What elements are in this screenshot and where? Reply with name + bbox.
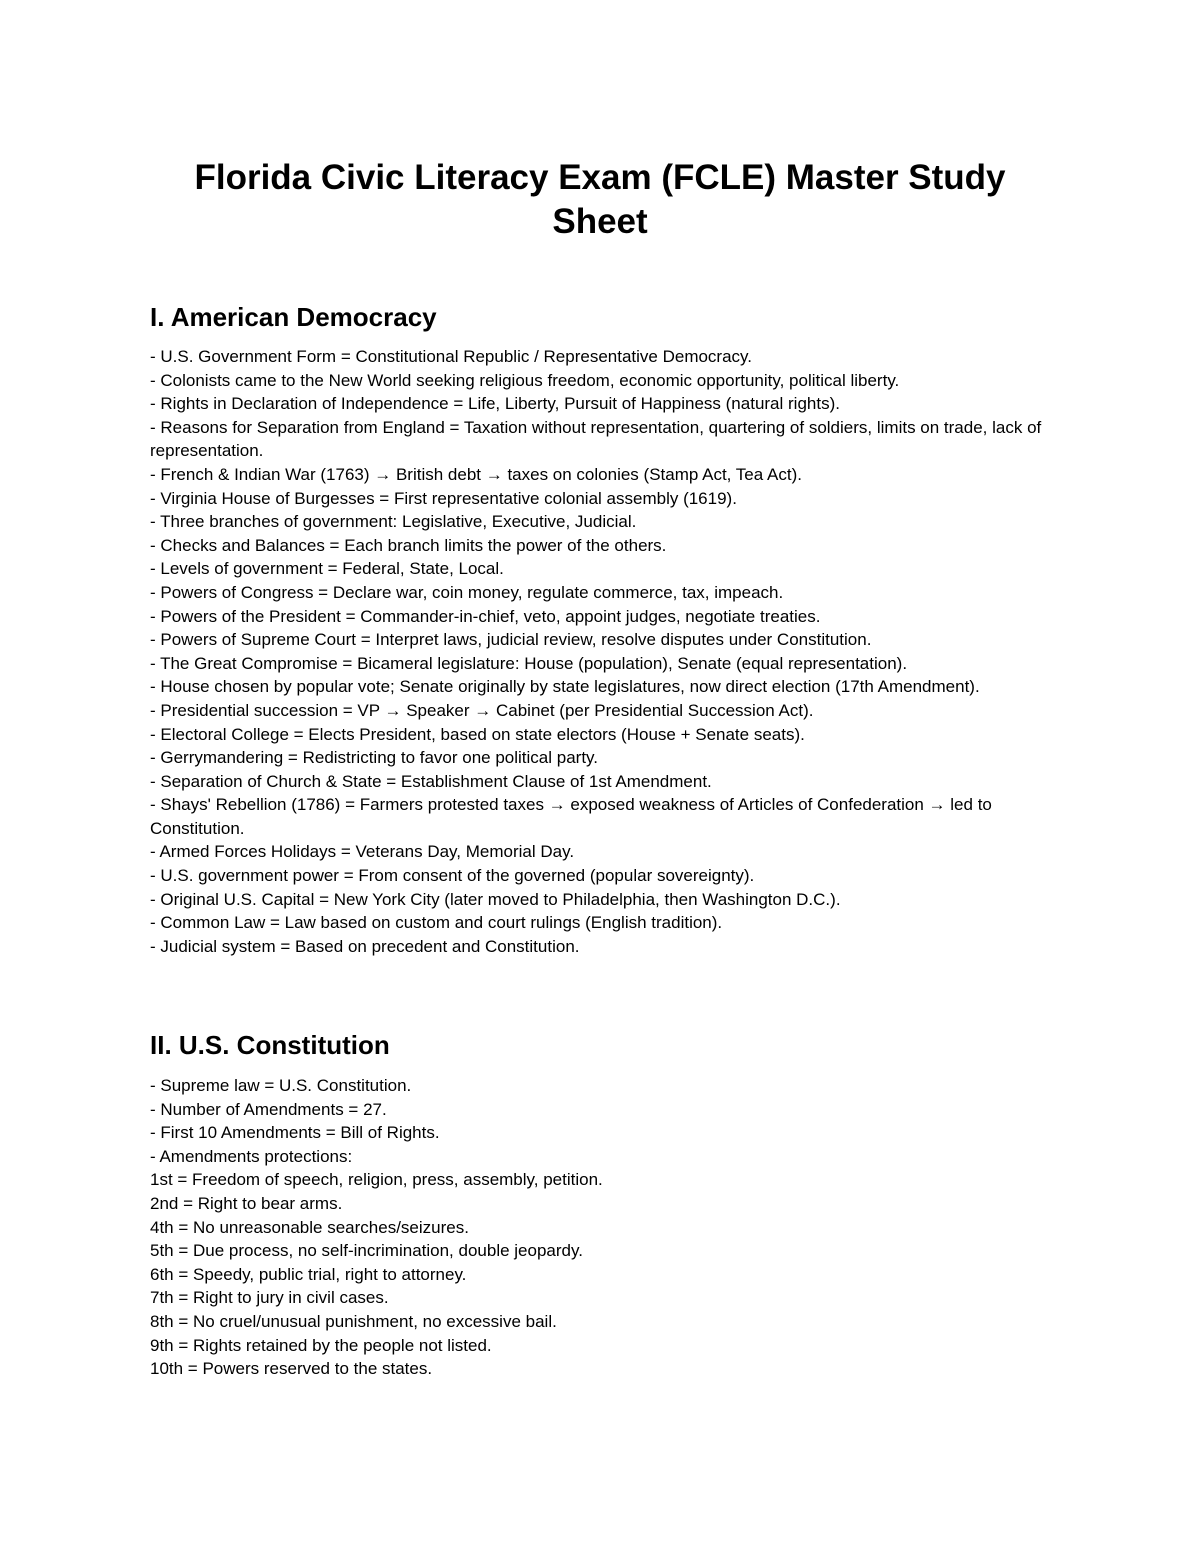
list-item: - Powers of Supreme Court = Interpret laws, judicial review, resolve disputes under Constitution.	[150, 630, 872, 650]
list-item: - The Great Compromise = Bicameral legislature: House (population), Senate (equal representation).	[150, 653, 908, 673]
list-item: 8th = No cruel/unusual punishment, no excessive bail.	[150, 1311, 557, 1331]
list-item: - Checks and Balances = Each branch limits the power of the others.	[150, 535, 667, 555]
list-item: 10th = Powers reserved to the states.	[150, 1359, 433, 1379]
list-item: - Number of Amendments = 27.	[150, 1099, 387, 1119]
us-constitution-list	[150, 1074, 1055, 1381]
list-item: 1st = Freedom of speech, religion, press, assembly, petition.	[150, 1170, 603, 1190]
list-item: 5th = Due process, no self-incrimination, double jeopardy.	[150, 1241, 583, 1261]
list-item: - Rights in Declaration of Independence = Life, Liberty, Pursuit of Happiness (natural rights).	[150, 394, 840, 414]
document-title: Florida Civic Literacy Exam (FCLE) Master Study Sheet	[194, 158, 1006, 241]
list-item: 4th = No unreasonable searches/seizures.	[150, 1217, 469, 1237]
list-item: - Separation of Church & State = Establishment Clause of 1st Amendment.	[150, 771, 712, 791]
list-item: - French & Indian War (1763) → British debt → taxes on colonies (Stamp Act, Tea Act).	[150, 464, 802, 484]
list-item: - Powers of Congress = Declare war, coin money, regulate commerce, tax, impeach.	[150, 582, 784, 602]
list-item: - Electoral College = Elects President, based on state electors (House + Senate seats).	[150, 724, 805, 744]
section-heading-american-democracy: I. American Democracy	[150, 302, 437, 332]
section-heading-us-constitution: II. U.S. Constitution	[150, 1030, 390, 1060]
list-item: 7th = Right to jury in civil cases.	[150, 1288, 389, 1308]
list-item: - U.S. Government Form = Constitutional Republic / Representative Democracy.	[150, 347, 753, 366]
list-item: - Reasons for Separation from England = Taxation without representation, quartering of soldiers, limits on trade, lack of representation.	[150, 417, 1042, 461]
list-item: - U.S. government power = From consent of the governed (popular sovereignty).	[150, 866, 755, 886]
list-item: 2nd = Right to bear arms.	[150, 1193, 343, 1213]
list-item: - First 10 Amendments = Bill of Rights.	[150, 1123, 440, 1143]
american-democracy-list	[150, 345, 1055, 958]
list-item: - Gerrymandering = Redistricting to favor one political party.	[150, 748, 599, 768]
list-item: - Virginia House of Burgesses = First representative colonial assembly (1619).	[150, 488, 737, 508]
list-item: - Levels of government = Federal, State, Local.	[150, 559, 504, 579]
list-item: - Shays' Rebellion (1786) = Farmers protested taxes → exposed weakness of Articles of Confederation → led to Constitution.	[150, 795, 992, 838]
list-item: - Presidential succession = VP → Speaker → Cabinet (per Presidential Succession Act).	[150, 700, 814, 720]
list-item: - Supreme law = U.S. Constitution.	[150, 1076, 412, 1095]
list-item: - House chosen by popular vote; Senate originally by state legislatures, now direct election (17th Amendment).	[150, 677, 980, 697]
list-item: 9th = Rights retained by the people not listed.	[150, 1335, 492, 1355]
list-item: - Armed Forces Holidays = Veterans Day, Memorial Day.	[150, 842, 575, 862]
list-item: - Original U.S. Capital = New York City (later moved to Philadelphia, then Washington D.C.).	[150, 889, 841, 909]
list-item: - Judicial system = Based on precedent and Constitution.	[150, 936, 580, 956]
list-item: - Common Law = Law based on custom and court rulings (English tradition).	[150, 913, 723, 933]
list-item: - Three branches of government: Legislative, Executive, Judicial.	[150, 512, 637, 532]
list-item: - Powers of the President = Commander-in-chief, veto, appoint judges, negotiate treaties.	[150, 606, 821, 626]
list-item: 6th = Speedy, public trial, right to attorney.	[150, 1264, 467, 1284]
list-item: - Amendments protections:	[150, 1146, 353, 1166]
list-item: - Colonists came to the New World seeking religious freedom, economic opportunity, political liberty.	[150, 370, 900, 390]
